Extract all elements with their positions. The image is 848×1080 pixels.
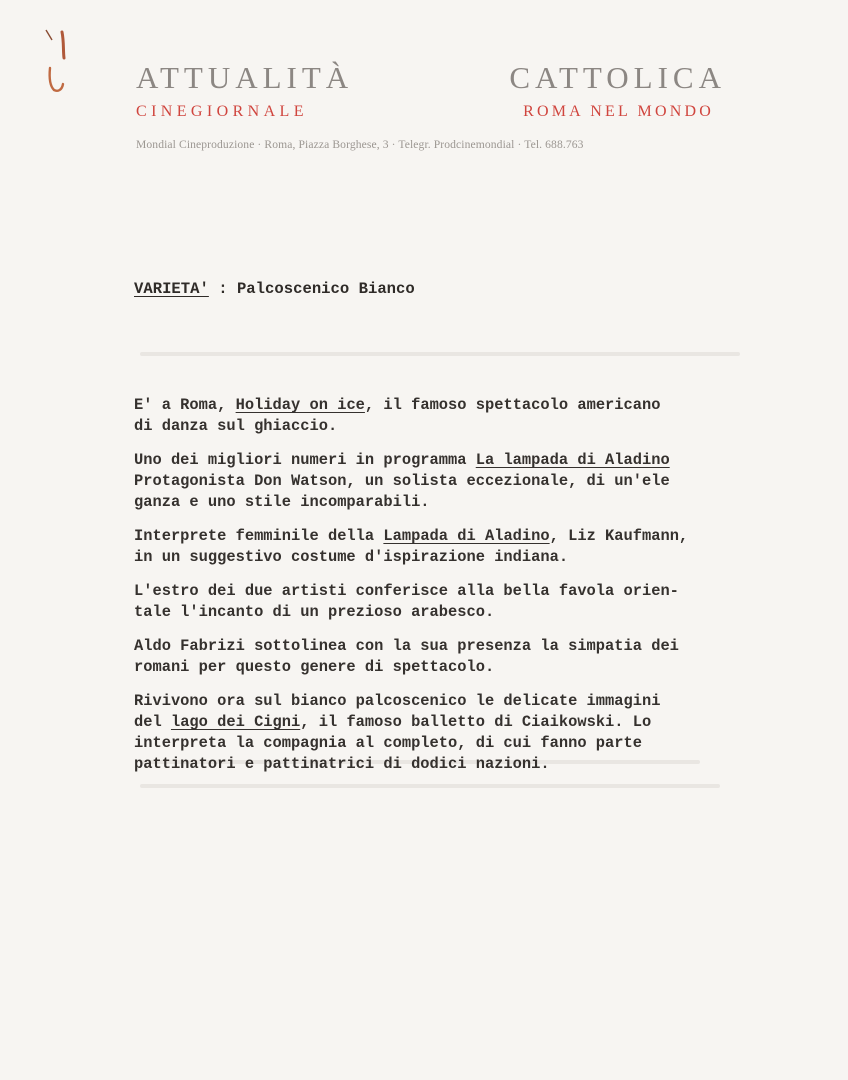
text-line	[134, 691, 794, 712]
body-paragraph	[134, 450, 794, 513]
text-line	[134, 450, 794, 471]
underlined-title: La lampada di Aladino	[475, 451, 670, 469]
text-line	[134, 636, 794, 657]
text-segment: Interprete femminile della	[134, 527, 384, 545]
staple-mark-icon	[44, 28, 68, 98]
heading-title: Palcoscenico Bianco	[236, 280, 415, 298]
text-segment: ganza e uno stile incomparabili.	[134, 493, 430, 511]
text-line	[134, 712, 794, 733]
letterhead-subtitle	[136, 102, 726, 122]
text-line	[134, 657, 794, 678]
text-segment: interpreta la compagnia al completo, di cui fanno parte	[134, 734, 642, 752]
text-segment: , il famoso balletto di Ciaikowski. Lo	[300, 713, 652, 731]
text-line	[134, 471, 794, 492]
letterhead-subtitle-left: CINEGIORNALE	[136, 103, 308, 120]
text-line	[134, 733, 794, 754]
text-line	[134, 492, 794, 513]
letterhead-title-left: ATTUALITÀ	[136, 60, 354, 95]
text-line	[134, 581, 794, 602]
text-line	[134, 526, 794, 547]
text-segment: , il famoso spettacolo americano	[364, 396, 661, 414]
text-segment: pattinatori e pattinatrici di dodici nazioni.	[134, 755, 550, 773]
body-paragraph	[134, 691, 794, 775]
text-line	[134, 416, 794, 437]
text-segment: romani per questo genere di spettacolo.	[134, 658, 495, 676]
heading-category: VARIETA'	[134, 280, 209, 298]
body-paragraph	[134, 636, 794, 678]
text-segment: L'estro dei due artisti conferisce alla bella favola orien-	[134, 582, 679, 600]
body-paragraph	[134, 395, 794, 437]
heading-separator: :	[208, 280, 237, 298]
text-segment: tale l'incanto di un prezioso arabesco.	[134, 603, 495, 621]
text-line	[134, 547, 794, 568]
document-body	[134, 395, 794, 788]
bleed-through-mark	[140, 352, 740, 356]
text-line	[134, 754, 794, 775]
text-segment: Aldo Fabrizi sottolinea con la sua presenza la simpatia dei	[134, 637, 679, 655]
underlined-title: lago dei Cigni	[170, 713, 301, 731]
text-segment: , Liz Kaufmann,	[549, 527, 689, 545]
letterhead-title	[136, 58, 726, 98]
text-segment: in un suggestivo costume d'ispirazione indiana.	[134, 548, 569, 566]
letterhead	[136, 58, 726, 152]
underlined-title: Lampada di Aladino	[383, 527, 550, 545]
text-line	[134, 602, 794, 623]
text-segment: Rivivono ora sul bianco palcoscenico le delicate immagini	[134, 692, 661, 710]
letterhead-address: Mondial Cineproduzione · Roma, Piazza Borghese, 3 · Telegr. Prodcinemondial · Tel. 688.763	[136, 138, 584, 151]
text-segment: di danza sul ghiaccio.	[134, 417, 338, 435]
text-line	[134, 395, 794, 416]
body-paragraph	[134, 526, 794, 568]
text-segment: del	[134, 713, 171, 731]
text-segment: E' a Roma,	[134, 396, 236, 414]
letterhead-subtitle-right: ROMA NEL MONDO	[523, 103, 714, 120]
letterhead-title-right: CATTOLICA	[509, 60, 726, 95]
underlined-title: Holiday on ice	[235, 396, 365, 414]
body-paragraph	[134, 581, 794, 623]
text-segment: Protagonista Don Watson, un solista eccezionale, di un'ele	[134, 472, 670, 490]
text-segment: Uno dei migliori numeri in programma	[134, 451, 476, 469]
document-heading	[134, 279, 415, 299]
